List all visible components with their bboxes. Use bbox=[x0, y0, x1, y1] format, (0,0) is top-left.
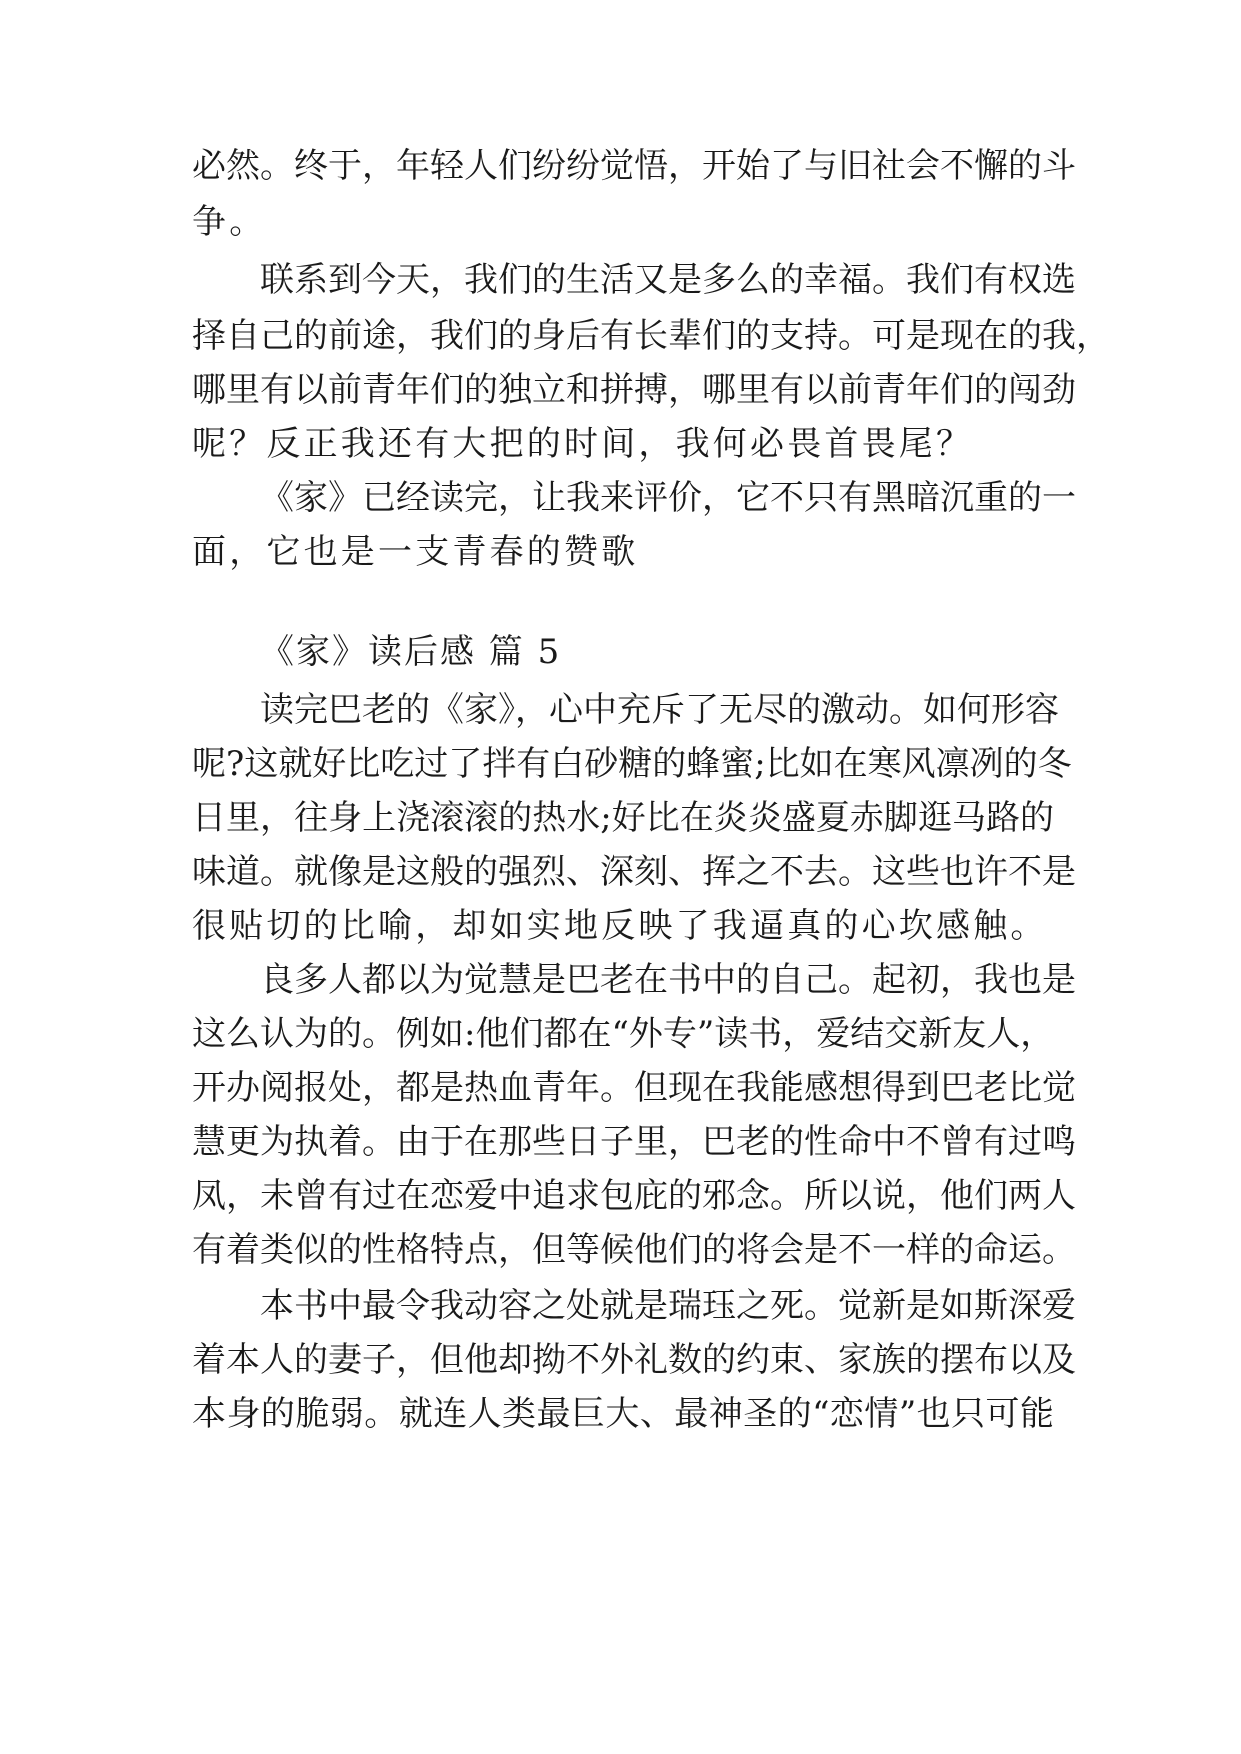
section-heading: 《家》读后感 篇 5 bbox=[260, 632, 562, 672]
text-line: 很贴切的比喻，却如实地反映了我逼真的心坎感触。 bbox=[192, 906, 1048, 946]
text-line: 慧更为执着。由于在那些日子里，巴老的性命中不曾有过鸣 bbox=[192, 1122, 1076, 1162]
text-line: 着本人的妻子，但他却拗不外礼数的约束、家族的摆布以及 bbox=[192, 1340, 1076, 1380]
text-line: 《家》已经读完，让我来评价，它不只有黑暗沉重的一 bbox=[260, 478, 1076, 518]
text-line: 开办阅报处，都是热血青年。但现在我能感想得到巴老比觉 bbox=[192, 1068, 1076, 1108]
text-line: 味道。就像是这般的强烈、深刻、挥之不去。这些也许不是 bbox=[192, 852, 1076, 892]
text-line: 联系到今天，我们的生活又是多么的幸福。我们有权选 bbox=[260, 260, 1076, 300]
text-line: 日里，往身上浇滚滚的热水;好比在炎炎盛夏赤脚逛马路的 bbox=[192, 798, 1054, 838]
text-line: 读完巴老的《家》，心中充斥了无尽的激动。如何形容 bbox=[260, 690, 1059, 730]
text-line: 争。 bbox=[192, 202, 267, 242]
text-line: 本书中最令我动容之处就是瑞珏之死。觉新是如斯深爱 bbox=[260, 1286, 1076, 1326]
text-line: 择自己的前途，我们的身后有长辈们的支持。可是现在的我， bbox=[192, 316, 1110, 356]
text-line: 呢?这就好比吃过了拌有白砂糖的蜂蜜;比如在寒风凛冽的冬 bbox=[192, 744, 1072, 784]
text-line: 这么认为的。例如:他们都在“外专”读书，爱结交新友人， bbox=[192, 1014, 1055, 1054]
text-line: 有着类似的性格特点，但等候他们的将会是不一样的命运。 bbox=[192, 1230, 1076, 1270]
text-line: 凤，未曾有过在恋爱中追求包庇的邪念。所以说，他们两人 bbox=[192, 1176, 1076, 1216]
text-line: 良多人都以为觉慧是巴老在书中的自己。起初，我也是 bbox=[260, 960, 1076, 1000]
text-line: 本身的脆弱。就连人类最巨大、最神圣的“恋情”也只可能 bbox=[192, 1394, 1054, 1434]
text-line: 呢？反正我还有大把的时间，我何必畏首畏尾？ bbox=[192, 424, 974, 464]
text-line: 面，它也是一支青春的赞歌 bbox=[192, 532, 639, 572]
text-line: 哪里有以前青年们的独立和拼搏，哪里有以前青年们的闯劲 bbox=[192, 370, 1076, 410]
text-line: 必然。终于，年轻人们纷纷觉悟，开始了与旧社会不懈的斗 bbox=[192, 146, 1076, 186]
